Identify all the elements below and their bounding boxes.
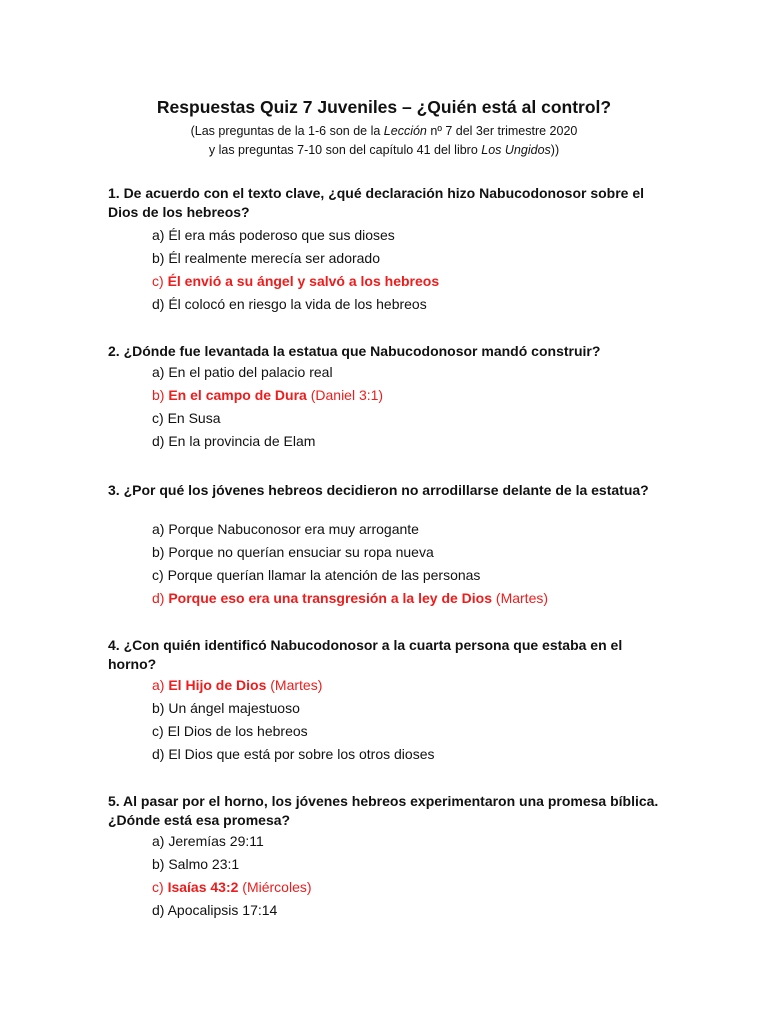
option-4d [152,743,672,766]
option-letter: b) [152,250,169,266]
option-text: Un ángel majestuoso [168,700,300,716]
option-letter: c) [152,273,168,289]
source-note-text: )) [550,143,560,157]
source-note-italic: Los Ungidos [481,143,551,157]
option-text: Isaías 43:2 [167,879,239,895]
option-text: Jeremías 29:11 [168,833,264,849]
option-letter: d) [152,433,169,449]
option-3b [152,541,672,564]
source-note-text: y las preguntas 7-10 son del capítulo 41 del libro [208,143,482,157]
option-text: Apocalipsis 17:14 [167,902,278,918]
option-reference: (Martes) [266,677,323,693]
option-reference: (Daniel 3:1) [306,387,384,403]
option-letter: b) [152,700,169,716]
correct-answer-3d [152,587,672,610]
option-1a [152,224,672,247]
option-letter: a) [152,677,169,693]
question-4: 4. ¿Con quién identificó Nabucodonosor a la cuarta persona que estaba en el horno? [108,637,623,672]
option-letter: c) [152,567,168,583]
options-question-3 [152,518,672,610]
correct-answer-5c [152,876,672,899]
option-letter: d) [152,590,169,606]
correct-answer-2b [152,384,672,407]
option-reference: (Martes) [492,590,549,606]
option-text: En el campo de Dura [168,387,307,403]
option-5d [152,899,672,922]
source-note-text: (Las preguntas de la 1-6 son de la [190,124,384,138]
option-4c [152,720,672,743]
option-text: Porque Nabuconosor era muy arrogante [168,521,419,537]
page-title: Respuestas Quiz 7 Juveniles – ¿Quién está al control? [156,97,612,117]
option-text: Él colocó en riesgo la vida de los hebreos [168,296,427,312]
option-text: En Susa [167,410,221,426]
option-5a [152,830,672,853]
question-1: 1. De acuerdo con el texto clave, ¿qué declaración hizo Nabucodonosor sobre el Dios de los hebreos? [108,185,645,220]
option-text: Porque eso era una transgresión a la ley de Dios [168,590,493,606]
option-text: Porque no querían ensuciar su ropa nueva [168,544,434,560]
option-letter: c) [152,410,168,426]
correct-answer-1c [152,270,672,293]
option-text: Salmo 23:1 [168,856,240,872]
option-letter: d) [152,902,168,918]
option-letter: d) [152,746,169,762]
source-note-italic: Lección [383,124,427,138]
option-reference: (Miércoles) [238,879,312,895]
option-text: El Dios que está por sobre los otros dioses [168,746,435,762]
options-question-1 [152,224,672,316]
option-1b [152,247,672,270]
correct-answer-4a [152,674,672,697]
option-letter: b) [152,387,169,403]
option-3a [152,518,672,541]
option-letter: b) [152,856,169,872]
option-2a [152,361,672,384]
option-text: Él envió a su ángel y salvó a los hebreos [167,273,440,289]
option-letter: a) [152,227,169,243]
option-letter: b) [152,544,169,560]
source-note-line-1 [0,122,768,140]
option-2d [152,430,672,453]
option-text: En el patio del palacio real [168,364,333,380]
option-letter: a) [152,364,169,380]
option-text: En la provincia de Elam [168,433,316,449]
question-2: 2. ¿Dónde fue levantada la estatua que Nabucodonosor mandó construir? [108,343,601,359]
source-note-line-2 [0,141,768,159]
option-letter: d) [152,296,169,312]
option-text: Él era más poderoso que sus dioses [168,227,395,243]
option-text: El Dios de los hebreos [167,723,308,739]
option-letter: a) [152,521,169,537]
option-3c [152,564,672,587]
option-2c [152,407,672,430]
option-letter: a) [152,833,169,849]
option-text: Porque querían llamar la atención de las personas [167,567,481,583]
option-text: El Hijo de Dios [168,677,267,693]
options-question-4 [152,674,672,766]
option-1d [152,293,672,316]
option-5b [152,853,672,876]
question-3: 3. ¿Por qué los jóvenes hebreos decidieron no arrodillarse delante de la estatua? [108,482,649,498]
question-5: 5. Al pasar por el horno, los jóvenes hebreos experimentaron una promesa bíblica. ¿Dónde está esa promesa? [108,793,659,828]
source-note-text: nº 7 del 3er trimestre 2020 [426,124,578,138]
options-question-5 [152,830,672,922]
option-text: Él realmente merecía ser adorado [168,250,381,266]
option-4b [152,697,672,720]
option-letter: c) [152,723,168,739]
option-letter: c) [152,879,168,895]
options-question-2 [152,361,672,453]
